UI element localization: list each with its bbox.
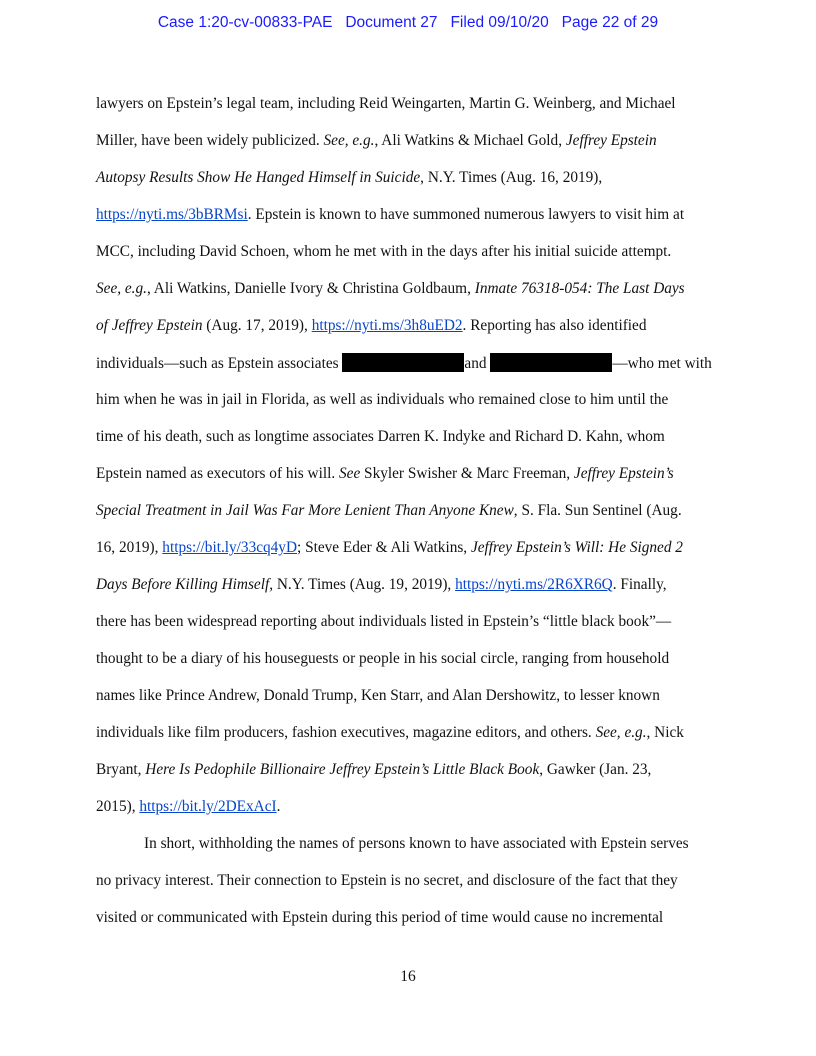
text: Miller, have been widely publicized. [96, 132, 324, 149]
citation-signal: See, e.g. [323, 132, 375, 149]
body-line-12 [96, 501, 682, 521]
text: 2015), [96, 798, 140, 815]
text: visited or communicated with Epstein during this period of time would cause no incremental [96, 909, 664, 926]
body-line-19 [96, 760, 651, 780]
link-bitly-33cq4yD[interactable]: https://bit.ly/33cq4yD [162, 539, 297, 556]
text: In short, withholding the names of persons known to have associated with Epstein serves [144, 835, 689, 852]
body-line-4 [96, 205, 684, 225]
article-title: Jeffrey Epstein’s Will: He Signed 2 [470, 539, 683, 556]
text: , S. Fla. Sun Sentinel (Aug. [513, 502, 682, 519]
text: Epstein named as executors of his will. [96, 465, 339, 482]
text: , Ali Watkins & Michael Gold, [374, 132, 566, 149]
body-line-13 [96, 538, 683, 558]
text: . Finally, [612, 576, 667, 593]
text: , Ali Watkins, Danielle Ivory & Christina Goldbaum, [146, 280, 475, 297]
article-title: of Jeffrey Epstein [96, 317, 203, 334]
body-line-17 [96, 686, 660, 706]
redaction-box [342, 353, 464, 372]
text: and [464, 355, 491, 372]
case-header: Case 1:20-cv-00833-PAE Document 27 Filed 09/10/20 Page 22 of 29 [157, 14, 659, 31]
text: . [276, 798, 281, 815]
citation-signal: See, e.g. [595, 724, 647, 741]
article-title: Days Before Killing Himself [96, 576, 270, 593]
body-line-10 [96, 427, 665, 447]
article-title: Here Is Pedophile Billionaire Jeffrey Epstein’s Little Black Book [145, 761, 540, 778]
text: MCC, including David Schoen, whom he met with in the days after his initial suicide attempt. [96, 243, 672, 260]
text: 16, 2019), [96, 539, 163, 556]
text: Skyler Swisher & Marc Freeman, [360, 465, 574, 482]
body-line-6 [96, 279, 685, 299]
link-nyti-3bBRMsi[interactable]: https://nyti.ms/3bBRMsi [96, 206, 248, 223]
body-line-8 [96, 353, 712, 374]
redaction-box [490, 353, 612, 372]
text: , N.Y. Times (Aug. 19, 2019), [269, 576, 456, 593]
body-line-5 [96, 242, 671, 262]
text: lawyers on Epstein’s legal team, including Reid Weingarten, Martin G. Weinberg, and Michael [96, 95, 676, 112]
article-title: Jeffrey Epstein’s [573, 465, 674, 482]
link-nyti-2R6XR6Q[interactable]: https://nyti.ms/2R6XR6Q [455, 576, 613, 593]
body-line-18 [96, 723, 684, 743]
article-title: Special Treatment in Jail Was Far More Lenient Than Anyone Knew [96, 502, 514, 519]
body-line-20 [96, 797, 280, 817]
text: , Gawker (Jan. 23, [539, 761, 652, 778]
text: (Aug. 17, 2019), [202, 317, 312, 334]
body-line-22 [96, 871, 678, 891]
text: there has been widespread reporting about individuals listed in Epstein’s “little black book”— [96, 613, 672, 630]
body-line-16 [96, 649, 669, 669]
article-title: Inmate 76318-054: The Last Days [474, 280, 685, 297]
citation-signal: See [339, 465, 361, 482]
body-line-23 [96, 908, 663, 928]
text: . Reporting has also identified [462, 317, 647, 334]
text: , Nick [646, 724, 684, 741]
text: ; Steve Eder & Ali Watkins, [297, 539, 471, 556]
body-line-9 [96, 390, 668, 410]
page-number: 16 [400, 968, 416, 985]
article-title: Jeffrey Epstein [565, 132, 657, 149]
body-line-15 [96, 612, 671, 632]
text: individuals—such as Epstein associates [96, 355, 343, 372]
text: time of his death, such as longtime associates Darren K. Indyke and Richard D. Kahn, whom [96, 428, 665, 445]
body-line-14 [96, 575, 667, 595]
article-title: Autopsy Results Show He Hanged Himself in Suicide [96, 169, 421, 186]
text: individuals like film producers, fashion executives, magazine editors, and others. [96, 724, 596, 741]
link-bitly-2DExAcI[interactable]: https://bit.ly/2DExAcI [139, 798, 277, 815]
citation-signal: See, e.g. [96, 280, 147, 297]
text: names like Prince Andrew, Donald Trump, Ken Starr, and Alan Dershowitz, to lesser known [96, 687, 660, 704]
text: him when he was in jail in Florida, as well as individuals who remained close to him until the [96, 391, 669, 408]
body-line-3 [96, 168, 602, 188]
body-line-2 [96, 131, 657, 151]
text: , N.Y. Times (Aug. 16, 2019), [420, 169, 603, 186]
body-line-1 [96, 94, 676, 114]
body-line-11 [96, 464, 674, 484]
text: Bryant, [96, 761, 146, 778]
link-nyti-3h8uED2[interactable]: https://nyti.ms/3h8uED2 [311, 317, 463, 334]
text: —who met with [612, 355, 712, 372]
body-line-7 [96, 316, 647, 336]
body-line-21 [144, 834, 689, 854]
text: . Epstein is known to have summoned numerous lawyers to visit him at [247, 206, 685, 223]
text: no privacy interest. Their connection to Epstein is no secret, and disclosure of the fact that they [96, 872, 678, 889]
text: thought to be a diary of his houseguests or people in his social circle, ranging from household [96, 650, 670, 667]
